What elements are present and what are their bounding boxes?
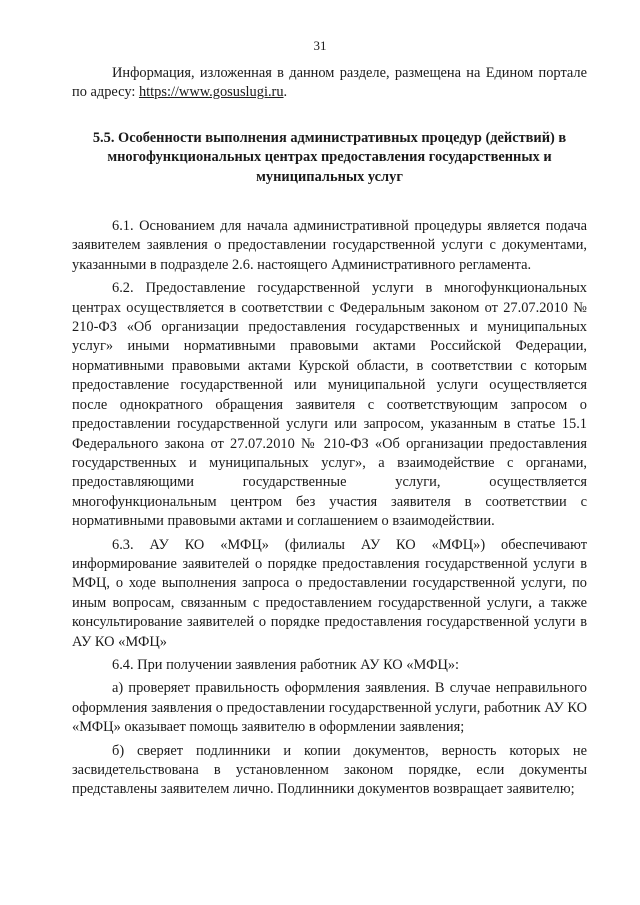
paragraph-6-4: 6.4. При получении заявления работник АУ КО «МФЦ»: [112,656,460,673]
paragraph-6-4-b: б) сверяет подлинники и копии документов, верность которых не засвидетельствована в установленном законом порядке, если документы представлены заявителем лично. Подлинники документов возвращает заявителю; [72,742,587,798]
page-number: 31 [313,38,327,53]
intro-paragraph [72,64,587,103]
paragraph-6-1: 6.1. Основанием для начала административной процедуры является подача заявителем заявления о предоставлении государственной услуги с документами, указанными в подразделе 2.6. настоящего Административного регламента. [72,218,587,273]
paragraph-6-4-a: а) проверяет правильность оформления заявления. В случае неправильного оформления заявления о предоставлении государственной услуги, работник АУ КО «МФЦ» оказывает помощь заявителю в оформлении заявления; [72,680,587,736]
paragraph-6-3: 6.3. АУ КО «МФЦ» (филиалы АУ КО «МФЦ») обеспечивают информирование заявителей о порядке предоставления государственной услуги в МФЦ, о ходе выполнения запроса о предоставлении государственной услуги, по иным вопросам, связанным с предоставлением государственной услуги, а также консультирование заявителей о порядке предоставления государственной услуги в АУ КО «МФЦ» [72,536,587,650]
intro-tail: . [283,84,288,101]
gosuslugi-link[interactable]: https://www.gosuslugi.ru [138,84,284,101]
document-body [72,64,587,800]
intro-text: Информация, изложенная в данном разделе, размещена на Едином портале по адресу: [72,65,587,101]
paragraph-6-2: 6.2. Предоставление государственной услуги в многофункциональных центрах осуществляется в соответствии с Федеральным законом от 27.07.2010 № 210-ФЗ «Об организации предоставления государственных и муниципальных услуг» иными нормативными правовыми актами Российской Федерации, нормативными правовыми актами Курской области, в соответствии с которым предоставление государственной или муниципальной услуги осуществляется после однократного обращения заявителя с соответствующим запросом о предоставлении государственной услуги или запросом, указанным в статье 15.1 Федерального закона от 27.07.2010 № 210-ФЗ «Об организации предоставления государственных и муниципальных услуг», а взаимодействие с органами, предоставляющими государственные услуги, осуществляется многофункциональным центром без участия заявителя в соответствии с нормативными правовыми актами и соглашением о взаимодействии. [72,280,587,530]
section-heading: 5.5. Особенности выполнения административных процедур (действий) в многофункциональных центрах предоставления государственных и муниципальных услуг [92,129,567,185]
